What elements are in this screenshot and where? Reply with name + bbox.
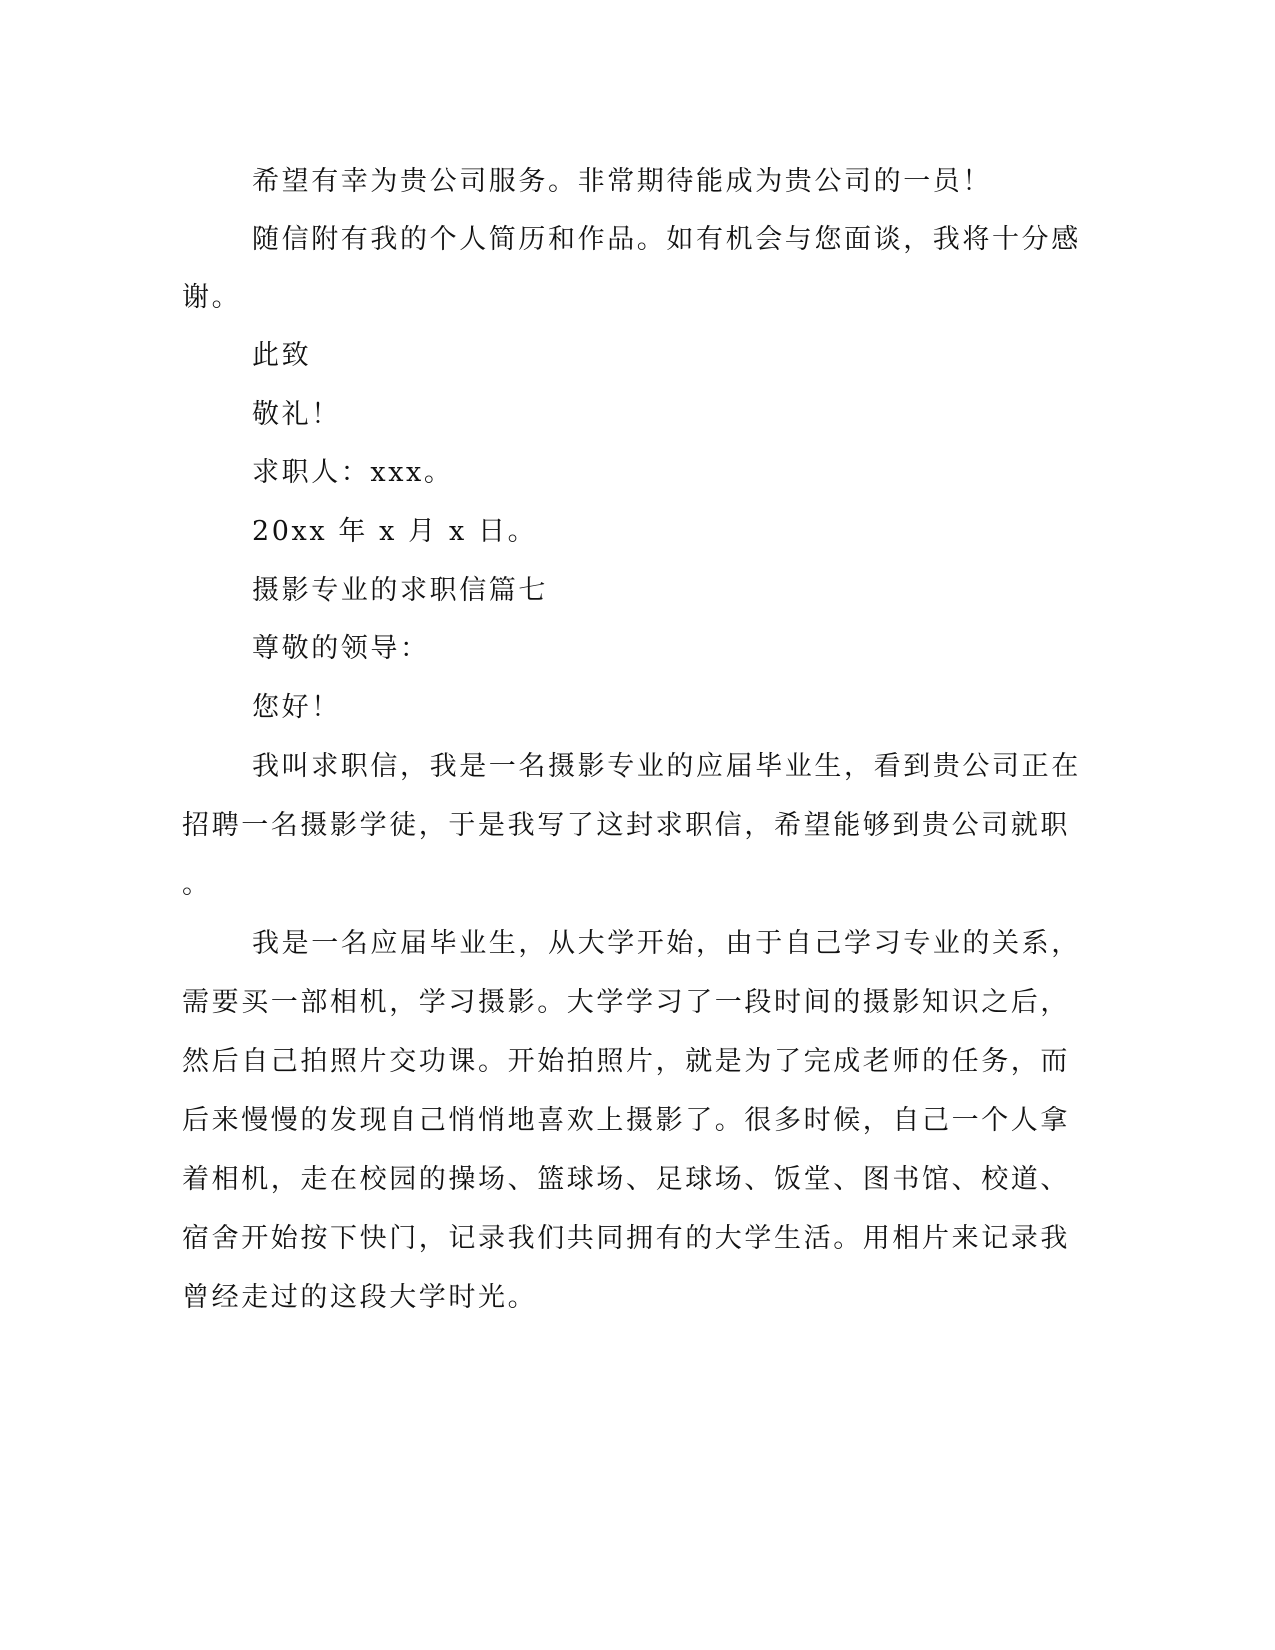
paragraph-line: 然后自己拍照片交功课。开始拍照片，就是为了完成老师的任务，而: [182, 1046, 1070, 1077]
paragraph-line: 希望有幸为贵公司服务。非常期待能成为贵公司的一员！: [252, 166, 992, 197]
paragraph-line: 着相机，走在校园的操场、篮球场、足球场、饭堂、图书馆、校道、: [182, 1164, 1070, 1195]
paragraph-line: 曾经走过的这段大学时光。: [182, 1282, 538, 1313]
section-heading: 摄影专业的求职信篇七: [252, 575, 548, 606]
closing-line: 敬礼！: [252, 399, 341, 430]
salutation-line: 尊敬的领导：: [252, 633, 430, 664]
paragraph-line: 谢。: [182, 282, 242, 313]
paragraph-line: 我叫求职信，我是一名摄影专业的应届毕业生，看到贵公司正在: [252, 751, 1081, 782]
paragraph-line: 需要买一部相机，学习摄影。大学学习了一段时间的摄影知识之后，: [182, 987, 1070, 1018]
paragraph-line: 后来慢慢的发现自己悄悄地喜欢上摄影了。很多时候，自己一个人拿: [182, 1105, 1070, 1136]
applicant-name-line: 求职人：xxx。: [252, 457, 454, 488]
paragraph-line: 我是一名应届毕业生，从大学开始，由于自己学习专业的关系，: [252, 928, 1081, 959]
paragraph-line: 招聘一名摄影学徒，于是我写了这封求职信，希望能够到贵公司就职: [182, 810, 1070, 841]
closing-line: 此致: [252, 340, 312, 371]
greeting-line: 您好！: [252, 692, 341, 723]
date-line: 20xx 年 x 月 x 日。: [252, 516, 538, 547]
paragraph-line: 。: [182, 869, 212, 900]
paragraph-line: 宿舍开始按下快门，记录我们共同拥有的大学生活。用相片来记录我: [182, 1223, 1070, 1254]
paragraph-line: 随信附有我的个人简历和作品。如有机会与您面谈，我将十分感: [252, 224, 1081, 255]
